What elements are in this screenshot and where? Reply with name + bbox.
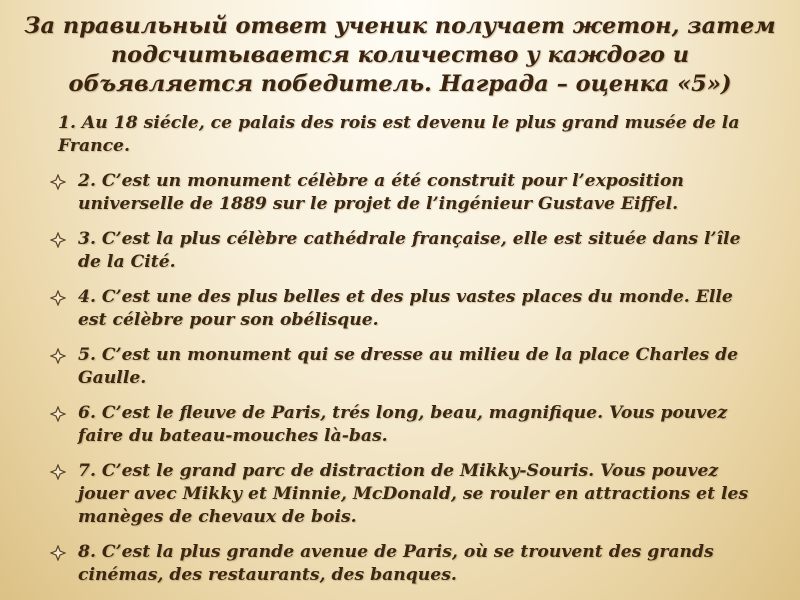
list-item <box>50 460 750 529</box>
list-item <box>50 112 750 158</box>
list-item <box>50 344 750 390</box>
list-item-text: 5. C’est un monument qui se dresse au milieu de la place Charles de Gaulle. <box>78 345 739 388</box>
diamond-bullet-icon <box>50 545 66 561</box>
list-item-text: 3. C’est la plus célèbre cathédrale française, elle est située dans l’île de la Cité. <box>78 229 741 272</box>
list-item-text: 4. C’est une des plus belles et des plus vastes places du monde. Elle est célèbre pour son obélisque. <box>78 287 733 330</box>
diamond-bullet-icon <box>50 464 66 480</box>
list-item <box>50 286 750 332</box>
diamond-bullet-icon <box>50 232 66 248</box>
diamond-bullet-icon <box>50 348 66 364</box>
list-item <box>50 402 750 448</box>
list-item <box>50 541 750 587</box>
diamond-bullet-icon <box>50 290 66 306</box>
list-item <box>50 170 750 216</box>
diamond-bullet-icon <box>50 406 66 422</box>
list-item-text: 8. C’est la plus grande avenue de Paris, où se trouvent des grands cinémas, des restaurants, des banques. <box>78 542 714 585</box>
list-item <box>50 228 750 274</box>
list-item-text: 7. C’est le grand parc de distraction de Mikky-Souris. Vous pouvez jouer avec Mikky et Minnie, McDonald, se rouler en attractions et les manèges de chevaux de bois. <box>78 461 749 527</box>
slide-title: За правильный ответ ученик получает жетон, затем подсчитывается количество у каждого и объявляется победитель. Награда – оценка «5») <box>24 13 776 97</box>
diamond-bullet-icon <box>50 174 66 190</box>
list-item-text: 6. C’est le fleuve de Paris, trés long, beau, magnifique. Vous pouvez faire du bateau-mouches là-bas. <box>78 403 728 446</box>
list-item-text: 2. C’est un monument célèbre a été construit pour l’exposition universelle de 1889 sur le projet de l’ingénieur Gustave Eiffel. <box>78 171 684 214</box>
list-item-text: 1. Au 18 siécle, ce palais des rois est devenu le plus grand musée de la France. <box>58 113 740 156</box>
bullet-list <box>50 112 750 599</box>
